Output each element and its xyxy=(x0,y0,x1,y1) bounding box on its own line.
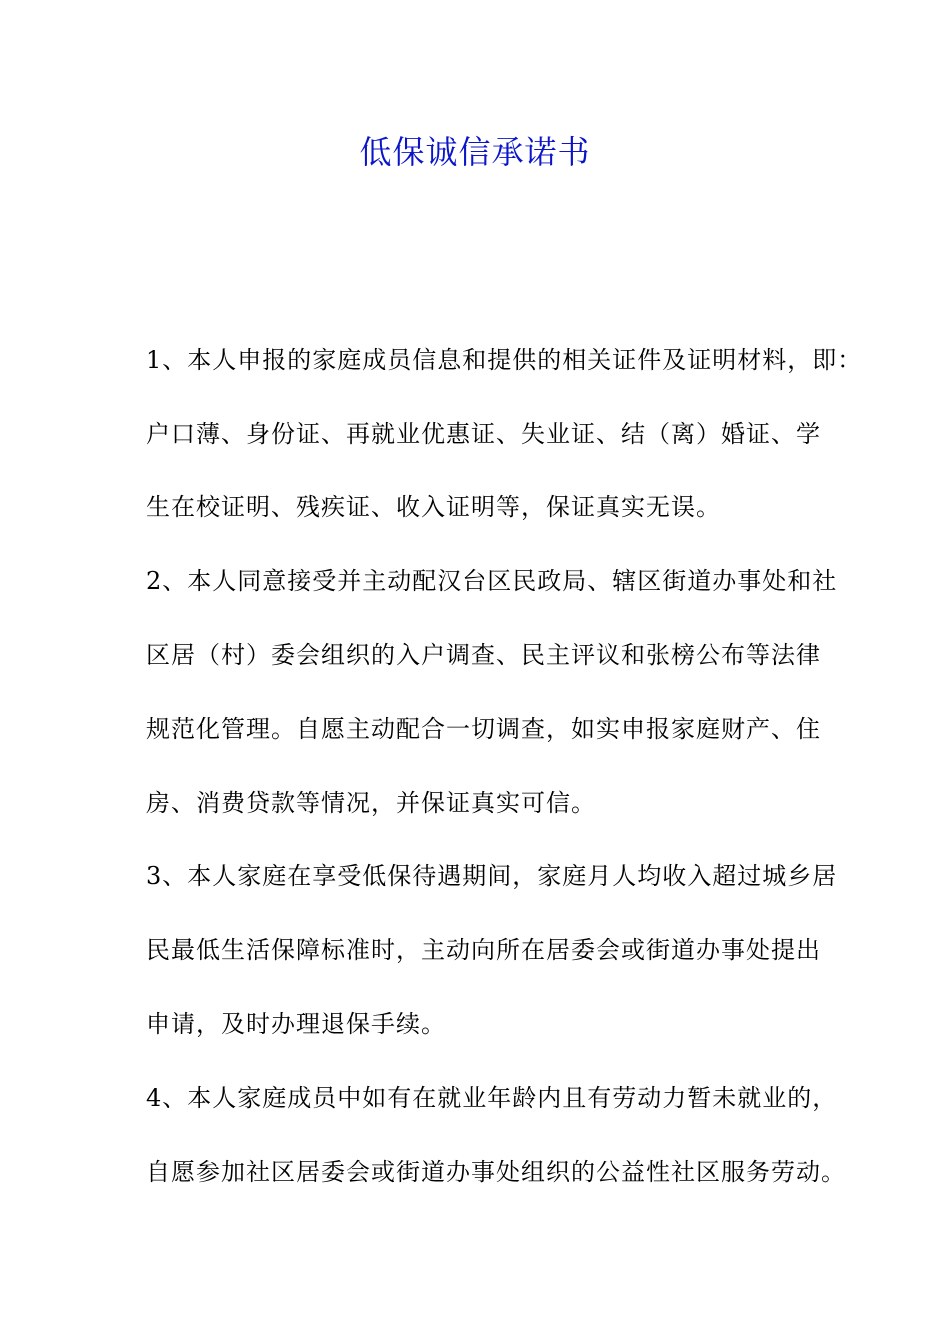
body-line-8: 3、本人家庭在享受低保待遇期间，家庭月人均收入超过城乡居 xyxy=(146,862,838,890)
body-line-12: 自愿参加社区居委会或街道办事处组织的公益性社区服务劳动。 xyxy=(146,1158,846,1186)
body-line-6: 规范化管理。自愿主动配合一切调查，如实申报家庭财产、住 xyxy=(146,715,821,743)
body-line-9: 民最低生活保障标准时，主动向所在居委会或街道办事处提出 xyxy=(146,936,821,964)
body-line-7: 房、消费贷款等情况，并保证真实可信。 xyxy=(146,789,596,817)
body-line-1: 1、本人申报的家庭成员信息和提供的相关证件及证明材料，即： xyxy=(146,346,863,374)
body-line-5: 区居（村）委会组织的入户调查、民主评议和张榜公布等法律 xyxy=(146,641,821,669)
body-line-3: 生在校证明、残疾证、收入证明等，保证真实无误。 xyxy=(146,493,721,521)
body-line-10: 申请，及时办理退保手续。 xyxy=(146,1010,446,1038)
document-title: 低保诚信承诺书 xyxy=(359,133,591,171)
body-line-2: 户口薄、身份证、再就业优惠证、失业证、结（离）婚证、学 xyxy=(146,420,821,448)
body-line-4: 2、本人同意接受并主动配汉台区民政局、辖区街道办事处和社 xyxy=(146,567,838,595)
body-line-11: 4、本人家庭成员中如有在就业年龄内且有劳动力暂未就业的， xyxy=(146,1084,838,1112)
